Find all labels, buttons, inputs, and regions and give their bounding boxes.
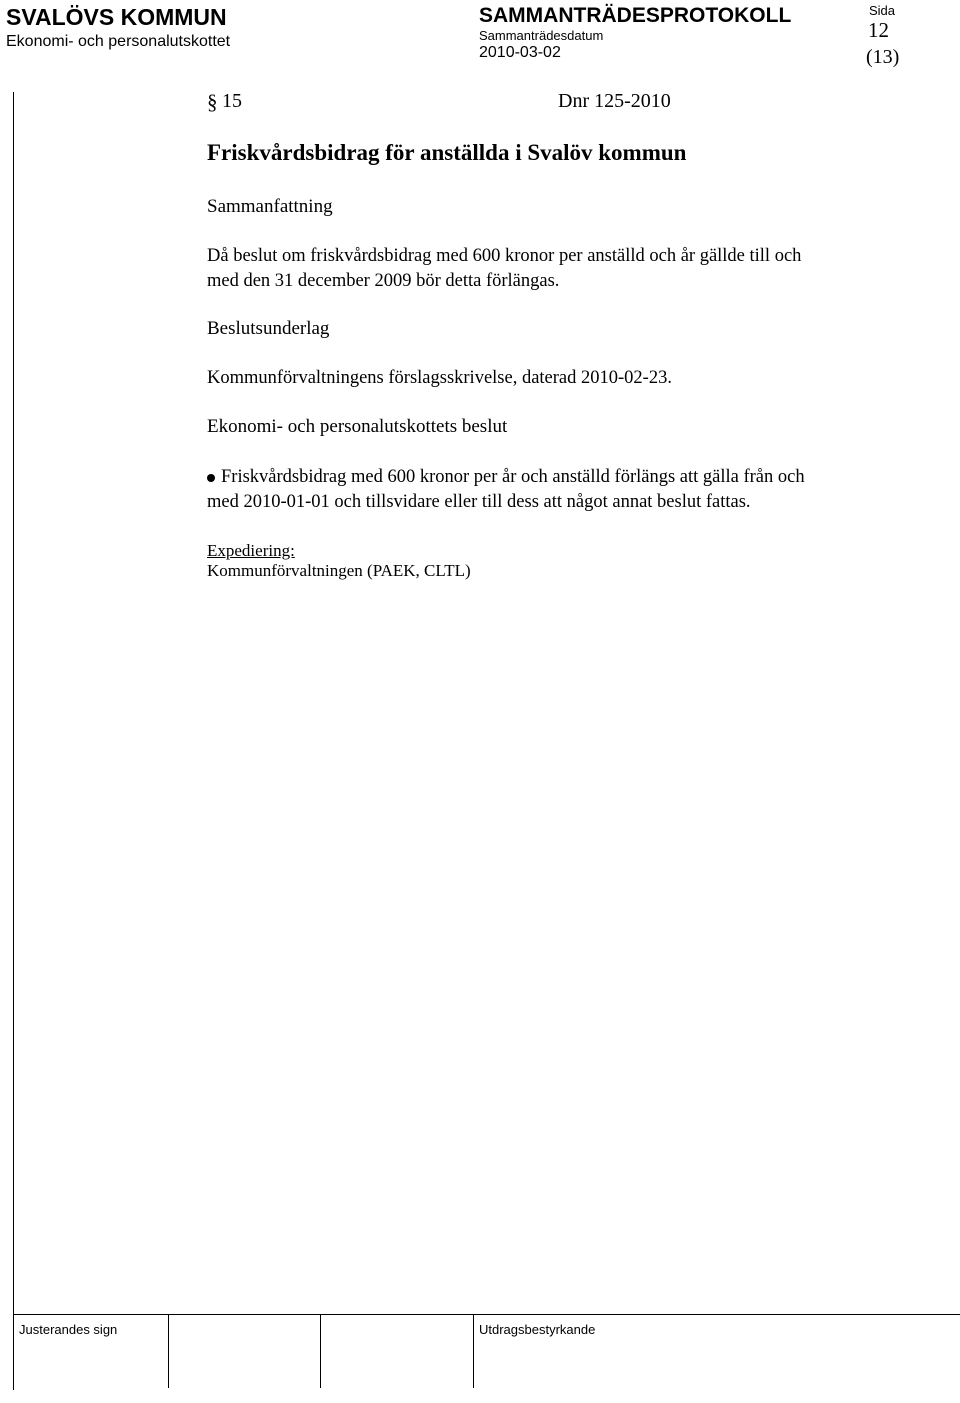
decision-basis-text: Kommunförvaltningens förslagsskrivelse, daterad 2010-02-23. [207,368,672,388]
paragraph-number: 15 [222,90,242,112]
decision-basis-heading: Beslutsunderlag [207,318,330,339]
summary-heading: Sammanfattning [207,196,333,217]
meeting-date-label: Sammanträdesdatum [479,28,604,43]
footer-divider [473,1314,474,1388]
summary-line-2: med den 31 december 2009 bör detta förlängas. [207,271,560,291]
section-title: Friskvårdsbidrag för anställda i Svalöv kommun [207,140,687,165]
case-number: Dnr 125-2010 [558,90,671,112]
organization-unit: Ekonomi- och personalutskottet [6,33,231,50]
document-title: SAMMANTRÄDESPROTOKOLL [479,4,792,27]
footer-rule [13,1314,960,1315]
decision-line-2: med 2010-01-01 och tillsvidare eller till dess att något annat beslut fattas. [207,492,751,512]
extract-certification-label: Utdragsbestyrkande [479,1322,596,1337]
footer-divider [168,1314,169,1388]
meeting-date-value: 2010-03-02 [479,44,561,61]
summary-line-1: Då beslut om friskvårdsbidrag med 600 kronor per anställd och år gällde till och [207,246,802,266]
bullet-icon [207,474,215,482]
distribution-value: Kommunförvaltningen (PAEK, CLTL) [207,561,471,580]
decision-heading: Ekonomi- och personalutskottets beslut [207,416,508,437]
footer-divider [320,1314,321,1388]
page-number: 12 [868,18,889,42]
adjuster-signature-label: Justerandes sign [19,1322,118,1337]
distribution-label: Expediering: [207,541,295,560]
page-label: Sida [869,3,896,18]
paragraph-sign: § [207,90,218,114]
page-total: (13) [866,46,900,68]
decision-line-1: Friskvårdsbidrag med 600 kronor per år och anställd förlängs att gälla från och [221,467,805,487]
left-margin-rule [13,92,14,1390]
organization-name: SVALÖVS KOMMUN [6,4,227,30]
